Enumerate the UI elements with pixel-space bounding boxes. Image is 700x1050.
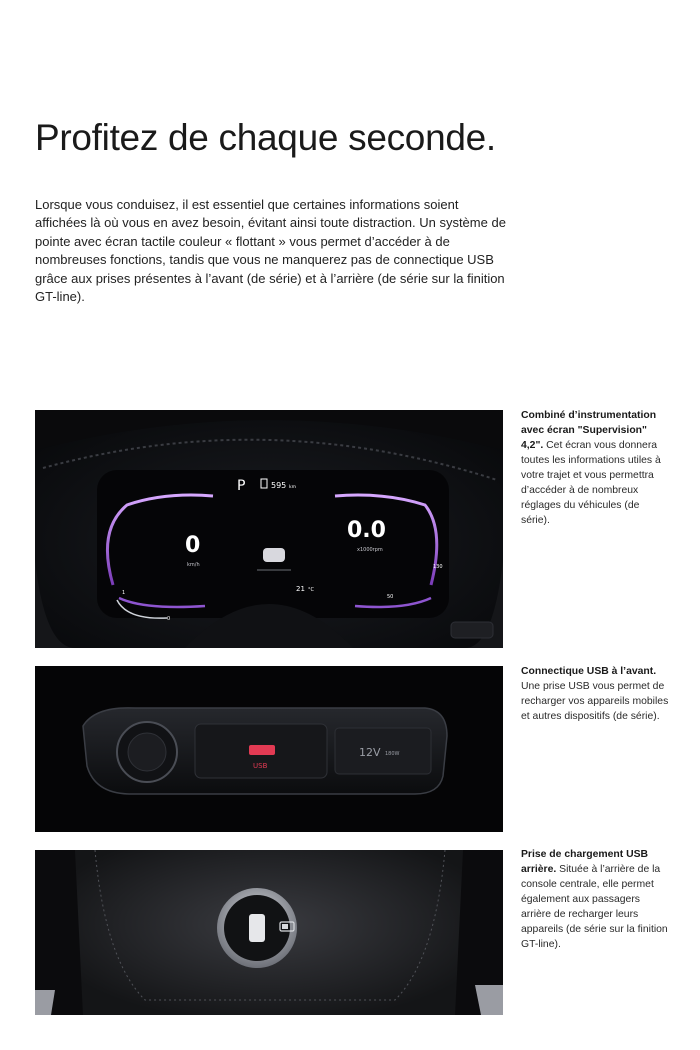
gear-indicator: P — [237, 478, 246, 494]
usb-socket-icon — [249, 914, 265, 942]
caption-front-usb-title: Connectique USB à l’avant. — [521, 666, 657, 677]
caption-cluster — [521, 408, 669, 528]
caption-rear-usb — [521, 847, 669, 952]
rpm-value: 0.0 — [347, 518, 386, 543]
instrument-cluster-photo — [35, 410, 503, 648]
caption-rear-usb-text: Située à l’arrière de la console centrale, elle permet également aux passagers arrière de recharger leurs appareils (de série sur la finition GT-line). — [521, 864, 668, 950]
caption-front-usb — [521, 664, 669, 724]
gauge-min-label: 1 — [122, 590, 126, 596]
speed-unit: km/h — [187, 562, 200, 568]
caption-rear-usb-title: Prise de chargement USB arrière. — [521, 849, 649, 875]
rear-usb-photo — [35, 850, 503, 1015]
rpm-tick-50: 50 — [387, 594, 394, 600]
socket-voltage-label: 12V — [359, 746, 381, 759]
intro-paragraph: Lorsque vous conduisez, il est essentiel que certaines informations soient affichées là où vous en avez besoin, évitant ainsi toute distraction. Un système de pointe avec écran tactile couleur « flottant » vous permet d’accéder à de nombreuses fonctions, tandis que vous ne manquerez pas de connectique USB grâce aux prises présentes à l’avant (de série) et à l’arrière (de série sur la finition GT-line). — [35, 197, 506, 305]
socket-power-label: 180W — [385, 751, 400, 757]
range-unit: km — [289, 485, 296, 490]
rpm-tick-130: 130 — [433, 564, 443, 570]
range-value: 595 — [271, 481, 287, 490]
temperature-value: 21 — [296, 585, 305, 593]
usb-port-icon — [249, 745, 275, 755]
speed-value: 0 — [185, 533, 201, 558]
caption-cluster-title: Combiné d’instrumentation avec écran "Supervision" 4,2". — [521, 410, 657, 451]
gauge-zero-label: 0 — [167, 616, 171, 622]
caption-front-usb-text: Une prise USB vous permet de recharger vos appareils mobiles et autres dispositifs (de série). — [521, 681, 669, 722]
front-usb-photo — [35, 666, 503, 832]
usb-port-label: USB — [253, 762, 268, 770]
caption-cluster-text: Cet écran vous donnera toutes les informations utiles à votre trajet et vous permettra d’accéder à de nombreux réglages du véhicules (de série). — [521, 440, 661, 526]
temperature-unit: °C — [308, 587, 314, 593]
page-title: Profitez de chaque seconde. — [35, 117, 496, 158]
rpm-unit: x1000rpm — [357, 547, 383, 553]
